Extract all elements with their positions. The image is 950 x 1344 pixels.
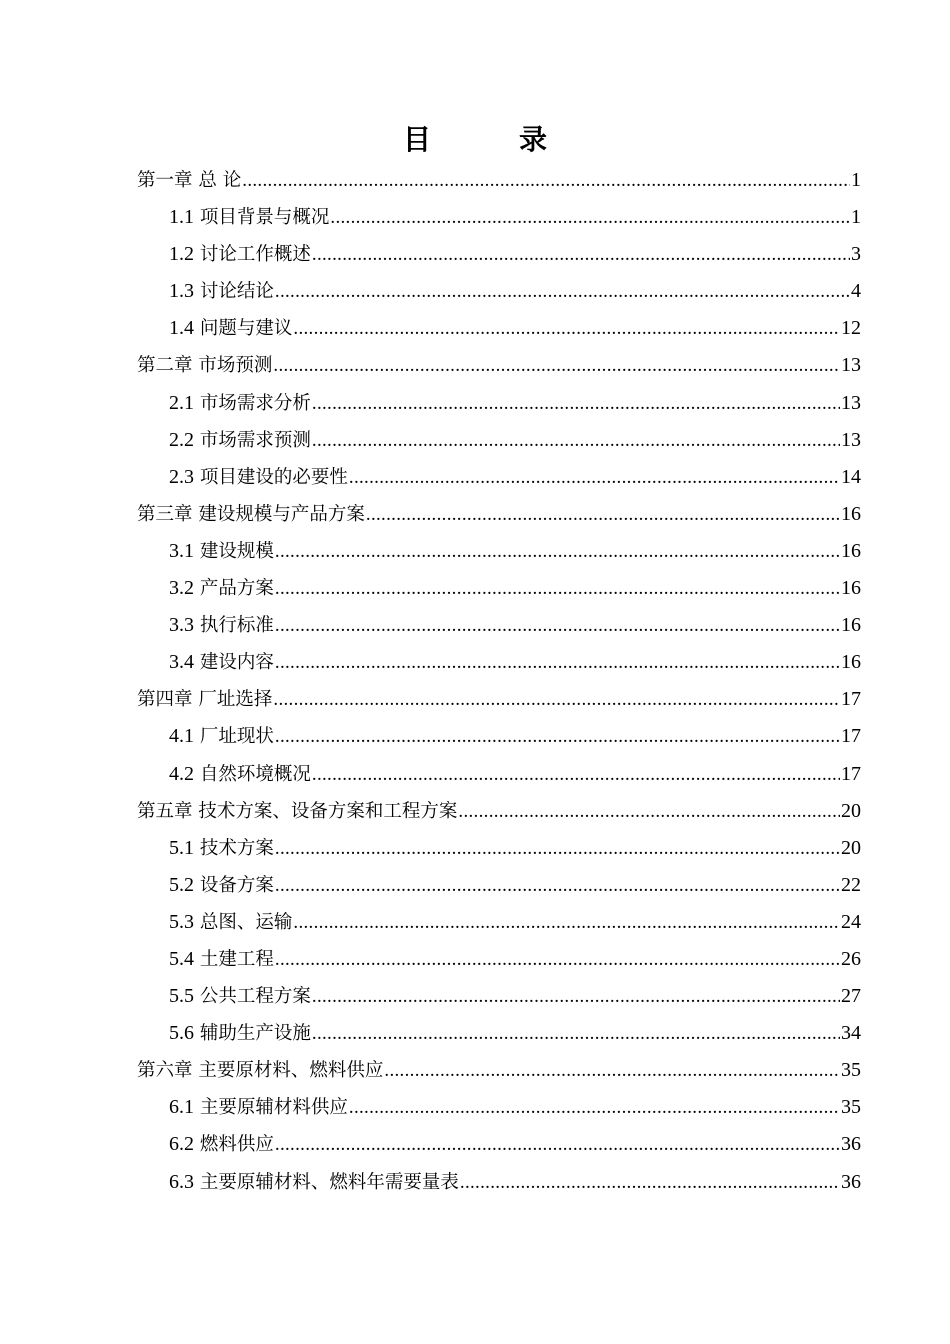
toc-entry-label [169, 310, 292, 347]
toc-dot-leader [366, 496, 840, 533]
toc-section-entry[interactable] [137, 236, 861, 273]
toc-entry-text: 主要原辅材料、燃料年需要量表 [199, 1171, 459, 1193]
toc-entry-label [169, 756, 311, 793]
toc-section-entry[interactable] [137, 867, 861, 904]
toc-section-entry[interactable] [137, 199, 861, 236]
toc-entry-text: 第六章 主要原材料、燃料供应 [137, 1060, 384, 1082]
toc-page-number: 22 [841, 873, 861, 896]
toc-entry-label [169, 941, 274, 978]
toc-section-entry[interactable] [137, 941, 861, 978]
toc-entry-label [137, 1052, 383, 1089]
toc-entry-text: 市场需求预测 [199, 429, 311, 451]
toc-entry-number: 4.2 [169, 762, 194, 785]
toc-entry-label [137, 681, 272, 718]
toc-entry-number: 1.1 [169, 206, 194, 229]
toc-entry-text: 建设规模 [199, 540, 274, 562]
toc-entry-label [169, 533, 274, 570]
toc-entry-number: 1.3 [169, 280, 194, 303]
toc-entry-number: 1.4 [169, 317, 194, 340]
toc-entry-number: 5.1 [169, 836, 194, 859]
toc-section-entry[interactable] [137, 1089, 861, 1126]
toc-entry-label [169, 867, 274, 904]
toc-dot-leader [275, 273, 850, 310]
toc-page-number: 16 [841, 577, 861, 600]
toc-entry-label [169, 385, 311, 422]
toc-entry-label [169, 199, 329, 236]
toc-entry-number: 2.1 [169, 391, 194, 414]
toc-dot-leader [275, 941, 840, 978]
toc-page-number: 36 [841, 1133, 861, 1156]
toc-entry-number: 2.3 [169, 465, 194, 488]
toc-entry-label [169, 1015, 311, 1052]
toc-entry-text: 产品方案 [199, 578, 274, 600]
toc-dot-leader [458, 793, 840, 830]
toc-dot-leader [330, 199, 850, 236]
toc-dot-leader [275, 533, 840, 570]
toc-entry-label [169, 644, 274, 681]
toc-page-number: 26 [841, 947, 861, 970]
toc-page-number: 36 [841, 1170, 861, 1193]
toc-page-number: 4 [851, 280, 861, 303]
toc-chapter-entry[interactable] [137, 793, 861, 830]
toc-section-entry[interactable] [137, 830, 861, 867]
toc-entry-number: 2.2 [169, 428, 194, 451]
toc-page-number: 16 [841, 502, 861, 525]
toc-page-number: 17 [841, 688, 861, 711]
toc-dot-leader [312, 1015, 840, 1052]
toc-entry-text: 公共工程方案 [199, 986, 311, 1008]
toc-page-number: 16 [841, 539, 861, 562]
toc-list [137, 162, 861, 1201]
toc-entry-text: 土建工程 [199, 948, 274, 970]
toc-entry-number: 3.3 [169, 614, 194, 637]
toc-section-entry[interactable] [137, 273, 861, 310]
toc-dot-leader [275, 830, 840, 867]
toc-entry-label [169, 236, 311, 273]
toc-dot-leader [312, 236, 850, 273]
toc-entry-label [169, 830, 274, 867]
toc-entry-text: 辅助生产设施 [199, 1023, 311, 1045]
toc-section-entry[interactable] [137, 533, 861, 570]
toc-entry-number: 6.1 [169, 1096, 194, 1119]
toc-section-entry[interactable] [137, 459, 861, 496]
toc-page-number: 14 [841, 465, 861, 488]
toc-dot-leader [293, 904, 840, 941]
toc-entry-text: 主要原辅材料供应 [199, 1097, 348, 1119]
toc-entry-number: 4.1 [169, 725, 194, 748]
toc-dot-leader [349, 459, 840, 496]
toc-page-number: 13 [841, 354, 861, 377]
toc-section-entry[interactable] [137, 1015, 861, 1052]
toc-section-entry[interactable] [137, 978, 861, 1015]
toc-entry-text: 讨论工作概述 [199, 244, 311, 266]
toc-entry-label [169, 459, 348, 496]
toc-entry-label [169, 1089, 348, 1126]
toc-entry-label [137, 162, 241, 199]
toc-entry-label [137, 496, 365, 533]
toc-entry-number: 3.1 [169, 539, 194, 562]
toc-section-entry[interactable] [137, 607, 861, 644]
toc-entry-label [169, 607, 274, 644]
toc-page-number: 17 [841, 725, 861, 748]
toc-entry-text: 自然环境概况 [199, 763, 311, 785]
toc-dot-leader [312, 756, 840, 793]
toc-dot-leader [312, 978, 840, 1015]
toc-section-entry[interactable] [137, 904, 861, 941]
toc-entry-label [169, 1164, 459, 1201]
toc-dot-leader [242, 162, 850, 199]
toc-page-number: 16 [841, 651, 861, 674]
toc-entry-label [169, 1126, 274, 1163]
toc-page-number: 16 [841, 614, 861, 637]
toc-dot-leader [275, 644, 840, 681]
toc-entry-number: 5.3 [169, 910, 194, 933]
toc-entry-text: 技术方案 [199, 837, 274, 859]
toc-dot-leader [273, 347, 840, 384]
toc-title: 目 录 [402, 123, 577, 156]
toc-section-entry[interactable] [137, 570, 861, 607]
toc-dot-leader [275, 570, 840, 607]
toc-dot-leader [275, 867, 840, 904]
toc-entry-text: 项目建设的必要性 [199, 466, 348, 488]
toc-entry-text: 第二章 市场预测 [137, 355, 273, 377]
toc-entry-text: 问题与建议 [199, 318, 293, 340]
toc-entry-text: 总图、运输 [199, 911, 293, 933]
toc-entry-text: 厂址现状 [199, 726, 274, 748]
toc-entry-label [137, 793, 457, 830]
toc-entry-label [169, 718, 274, 755]
toc-entry-number: 6.2 [169, 1133, 194, 1156]
toc-entry-label [169, 978, 311, 1015]
toc-entry-label [169, 904, 292, 941]
toc-entry-text: 项目背景与概况 [199, 207, 330, 229]
toc-section-entry[interactable] [137, 718, 861, 755]
toc-page-number: 27 [841, 985, 861, 1008]
toc-section-entry[interactable] [137, 385, 861, 422]
toc-entry-label [169, 422, 311, 459]
toc-entry-number: 3.4 [169, 651, 194, 674]
toc-dot-leader [349, 1089, 840, 1126]
toc-page-number: 12 [841, 317, 861, 340]
toc-entry-label [169, 273, 274, 310]
toc-page-number: 35 [841, 1096, 861, 1119]
toc-entry-text: 第一章 总 论 [137, 170, 242, 191]
toc-entry-text: 第三章 建设规模与产品方案 [137, 503, 365, 525]
toc-page-number: 20 [841, 799, 861, 822]
toc-page-number: 24 [841, 910, 861, 933]
toc-page-number: 3 [851, 243, 861, 266]
toc-chapter-entry[interactable] [137, 347, 861, 384]
toc-section-entry[interactable] [137, 1164, 861, 1201]
toc-page-number: 34 [841, 1022, 861, 1045]
toc-section-entry[interactable] [137, 644, 861, 681]
toc-dot-leader [275, 718, 840, 755]
toc-dot-leader [275, 1126, 840, 1163]
toc-page-number: 35 [841, 1059, 861, 1082]
toc-entry-text: 第四章 厂址选择 [137, 689, 273, 711]
toc-section-entry[interactable] [137, 1126, 861, 1163]
toc-dot-leader [273, 681, 840, 718]
toc-section-entry[interactable] [137, 756, 861, 793]
toc-entry-number: 6.3 [169, 1170, 194, 1193]
toc-entry-text: 讨论结论 [199, 281, 274, 303]
toc-entry-label [169, 570, 274, 607]
toc-chapter-entry[interactable] [137, 162, 861, 199]
toc-chapter-entry[interactable] [137, 1052, 861, 1089]
toc-chapter-entry[interactable] [137, 496, 861, 533]
toc-dot-leader [293, 310, 840, 347]
toc-entry-number: 5.2 [169, 873, 194, 896]
toc-entry-text: 第五章 技术方案、设备方案和工程方案 [137, 800, 458, 822]
toc-entry-text: 建设内容 [199, 652, 274, 674]
toc-entry-number: 5.4 [169, 947, 194, 970]
toc-entry-number: 3.2 [169, 577, 194, 600]
toc-entry-text: 燃料供应 [199, 1134, 274, 1156]
toc-page-number: 1 [851, 169, 861, 191]
toc-chapter-entry[interactable] [137, 681, 861, 718]
toc-entry-label [137, 347, 272, 384]
toc-section-entry[interactable] [137, 422, 861, 459]
toc-entry-number: 5.5 [169, 985, 194, 1008]
toc-dot-leader [312, 422, 840, 459]
toc-entry-text: 市场需求分析 [199, 392, 311, 414]
toc-page-number: 17 [841, 762, 861, 785]
toc-page-number: 1 [851, 206, 861, 229]
toc-entry-number: 5.6 [169, 1022, 194, 1045]
toc-dot-leader [275, 607, 840, 644]
toc-dot-leader [312, 385, 840, 422]
toc-entry-text: 设备方案 [199, 874, 274, 896]
toc-page-number: 20 [841, 836, 861, 859]
toc-dot-leader [460, 1164, 840, 1201]
toc-entry-text: 执行标准 [199, 615, 274, 637]
toc-page-number: 13 [841, 428, 861, 451]
toc-entry-number: 1.2 [169, 243, 194, 266]
toc-page-number: 13 [841, 391, 861, 414]
toc-section-entry[interactable] [137, 310, 861, 347]
toc-dot-leader [384, 1052, 840, 1089]
